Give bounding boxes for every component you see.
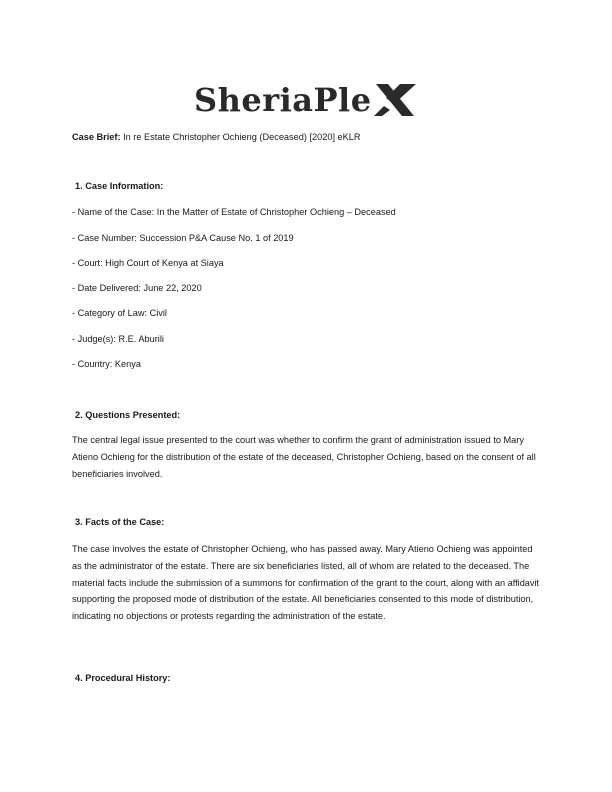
sheriaplex-logo xyxy=(194,78,420,122)
country-line: - Country: Kenya xyxy=(72,359,141,369)
case-brief-label: Case Brief: xyxy=(72,132,121,142)
court-line: - Court: High Court of Kenya at Siaya xyxy=(72,258,224,268)
category-of-law-line: - Category of Law: Civil xyxy=(72,308,167,318)
facts-heading: 3. Facts of the Case: xyxy=(75,517,165,527)
case-number-line: - Case Number: Succession P&A Cause No. 1 of 2019 xyxy=(72,233,294,243)
case-brief-line xyxy=(72,132,361,142)
judges-line: - Judge(s): R.E. Aburili xyxy=(72,334,164,344)
logo-wordmark: SheriaPle xyxy=(194,81,372,119)
facts-body: The case involves the estate of Christopher Ochieng, who has passed away. Mary Atieno Ochieng was appointed as the administrator of the estate. There are six beneficiaries listed, all of whom are related to the deceased. The material facts include the submission of a summons for confirmation of the grant to the court, along with an affidavit supporting the proposed mode of distribution of the estate. All beneficiaries consented to this mode of distribution, indicating no objections or protests regarding the administration of the estate. xyxy=(72,544,540,622)
case-information-heading: 1. Case Information: xyxy=(75,181,164,191)
questions-presented-body: The central legal issue presented to the court was whether to confirm the grant of administration issued to Mary Atieno Ochieng for the distribution of the estate of the deceased, Christopher Ochieng, based on the consent of all beneficiaries involved. xyxy=(72,435,536,479)
x-mark-icon xyxy=(374,82,418,118)
case-name-line: - Name of the Case: In the Matter of Estate of Christopher Ochieng – Deceased xyxy=(72,207,396,217)
case-brief-title: In re Estate Christopher Ochieng (Deceased) [2020] eKLR xyxy=(120,132,361,142)
date-delivered-line: - Date Delivered: June 22, 2020 xyxy=(72,283,202,293)
procedural-history-heading: 4. Procedural History: xyxy=(75,673,171,683)
questions-presented-heading: 2. Questions Presented: xyxy=(75,410,181,420)
